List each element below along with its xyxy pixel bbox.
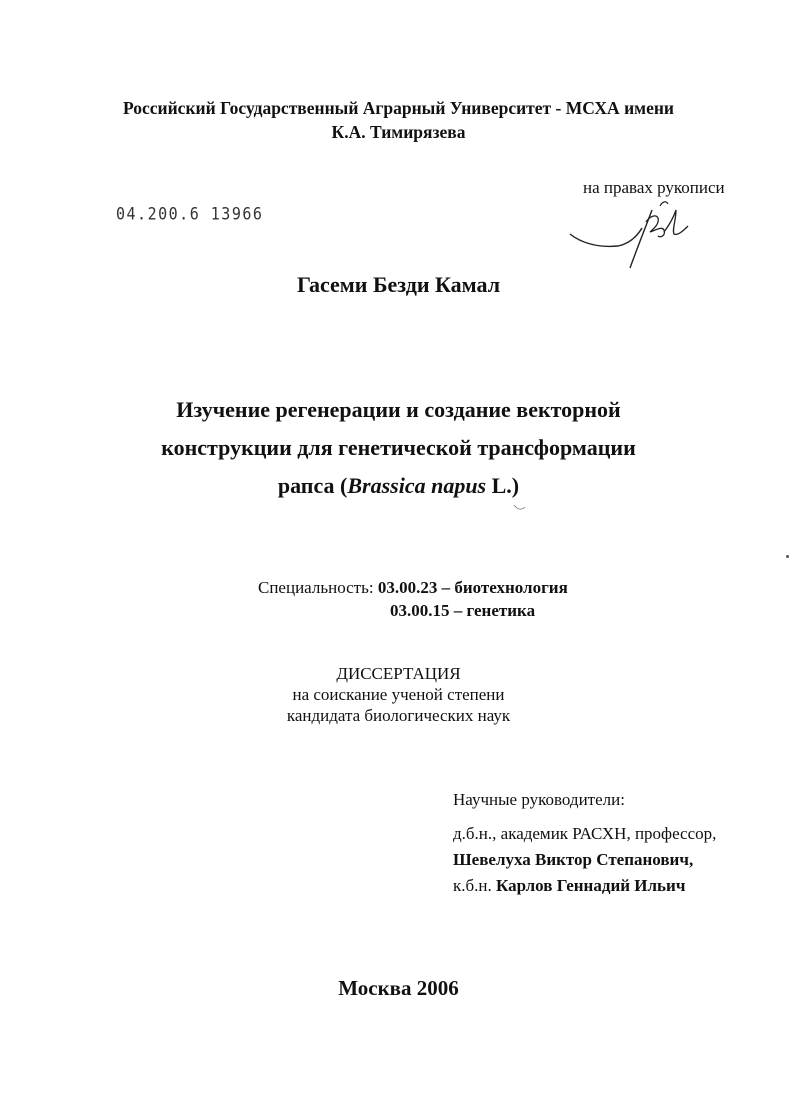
title-line-1: Изучение регенерации и создание векторной <box>176 397 621 422</box>
specialty-code-1: 03.00.23 – биотехнология <box>377 578 568 597</box>
scan-dot <box>786 555 789 558</box>
title-line-3-suffix: L.) <box>486 473 520 498</box>
title-latin-name: Brassica napus <box>347 473 487 498</box>
author-name: Гасеми Безди Камал <box>296 272 501 297</box>
university-line-2: К.А. Тимирязева <box>331 122 466 142</box>
university-name <box>0 96 797 144</box>
title-line-2: конструкции для генетической трансформации <box>161 435 636 460</box>
title-line-3 <box>0 467 797 505</box>
dissertation-title <box>0 391 797 505</box>
title-line-3-prefix: рапса ( <box>277 473 348 498</box>
specialty-line-1 <box>258 578 568 598</box>
handwritten-signature <box>566 196 696 276</box>
university-line-1: Российский Государственный Аграрный Университет - МСХА имени <box>122 98 675 118</box>
dissertation-type <box>0 663 797 726</box>
supervisor-2-title: к.б.н. <box>453 876 497 895</box>
specialty-code-2: 03.00.15 – генетика <box>390 601 536 620</box>
dissertation-heading: ДИССЕРТАЦИЯ <box>336 664 461 683</box>
supervisors-block <box>453 787 716 899</box>
supervisor-2-name: Карлов Геннадий Ильич <box>496 876 686 895</box>
supervisor-2 <box>453 873 716 899</box>
supervisors-heading: Научные руководители: <box>453 790 625 809</box>
degree-line-2: кандидата биологических наук <box>286 706 511 725</box>
supervisor-1-title: д.б.н., академик РАСХН, профессор, <box>453 824 717 843</box>
pen-mark <box>513 503 527 513</box>
library-stamp: 04.200.6 13966 <box>116 203 264 225</box>
specialty-label: Специальность: <box>258 578 378 597</box>
rights-note: на правах рукописи <box>583 178 725 197</box>
supervisor-1-name: Шевелуха Виктор Степанович, <box>453 850 694 869</box>
city-year: Москва 2006 <box>338 976 459 1000</box>
degree-line-1: на соискание ученой степени <box>292 685 505 704</box>
